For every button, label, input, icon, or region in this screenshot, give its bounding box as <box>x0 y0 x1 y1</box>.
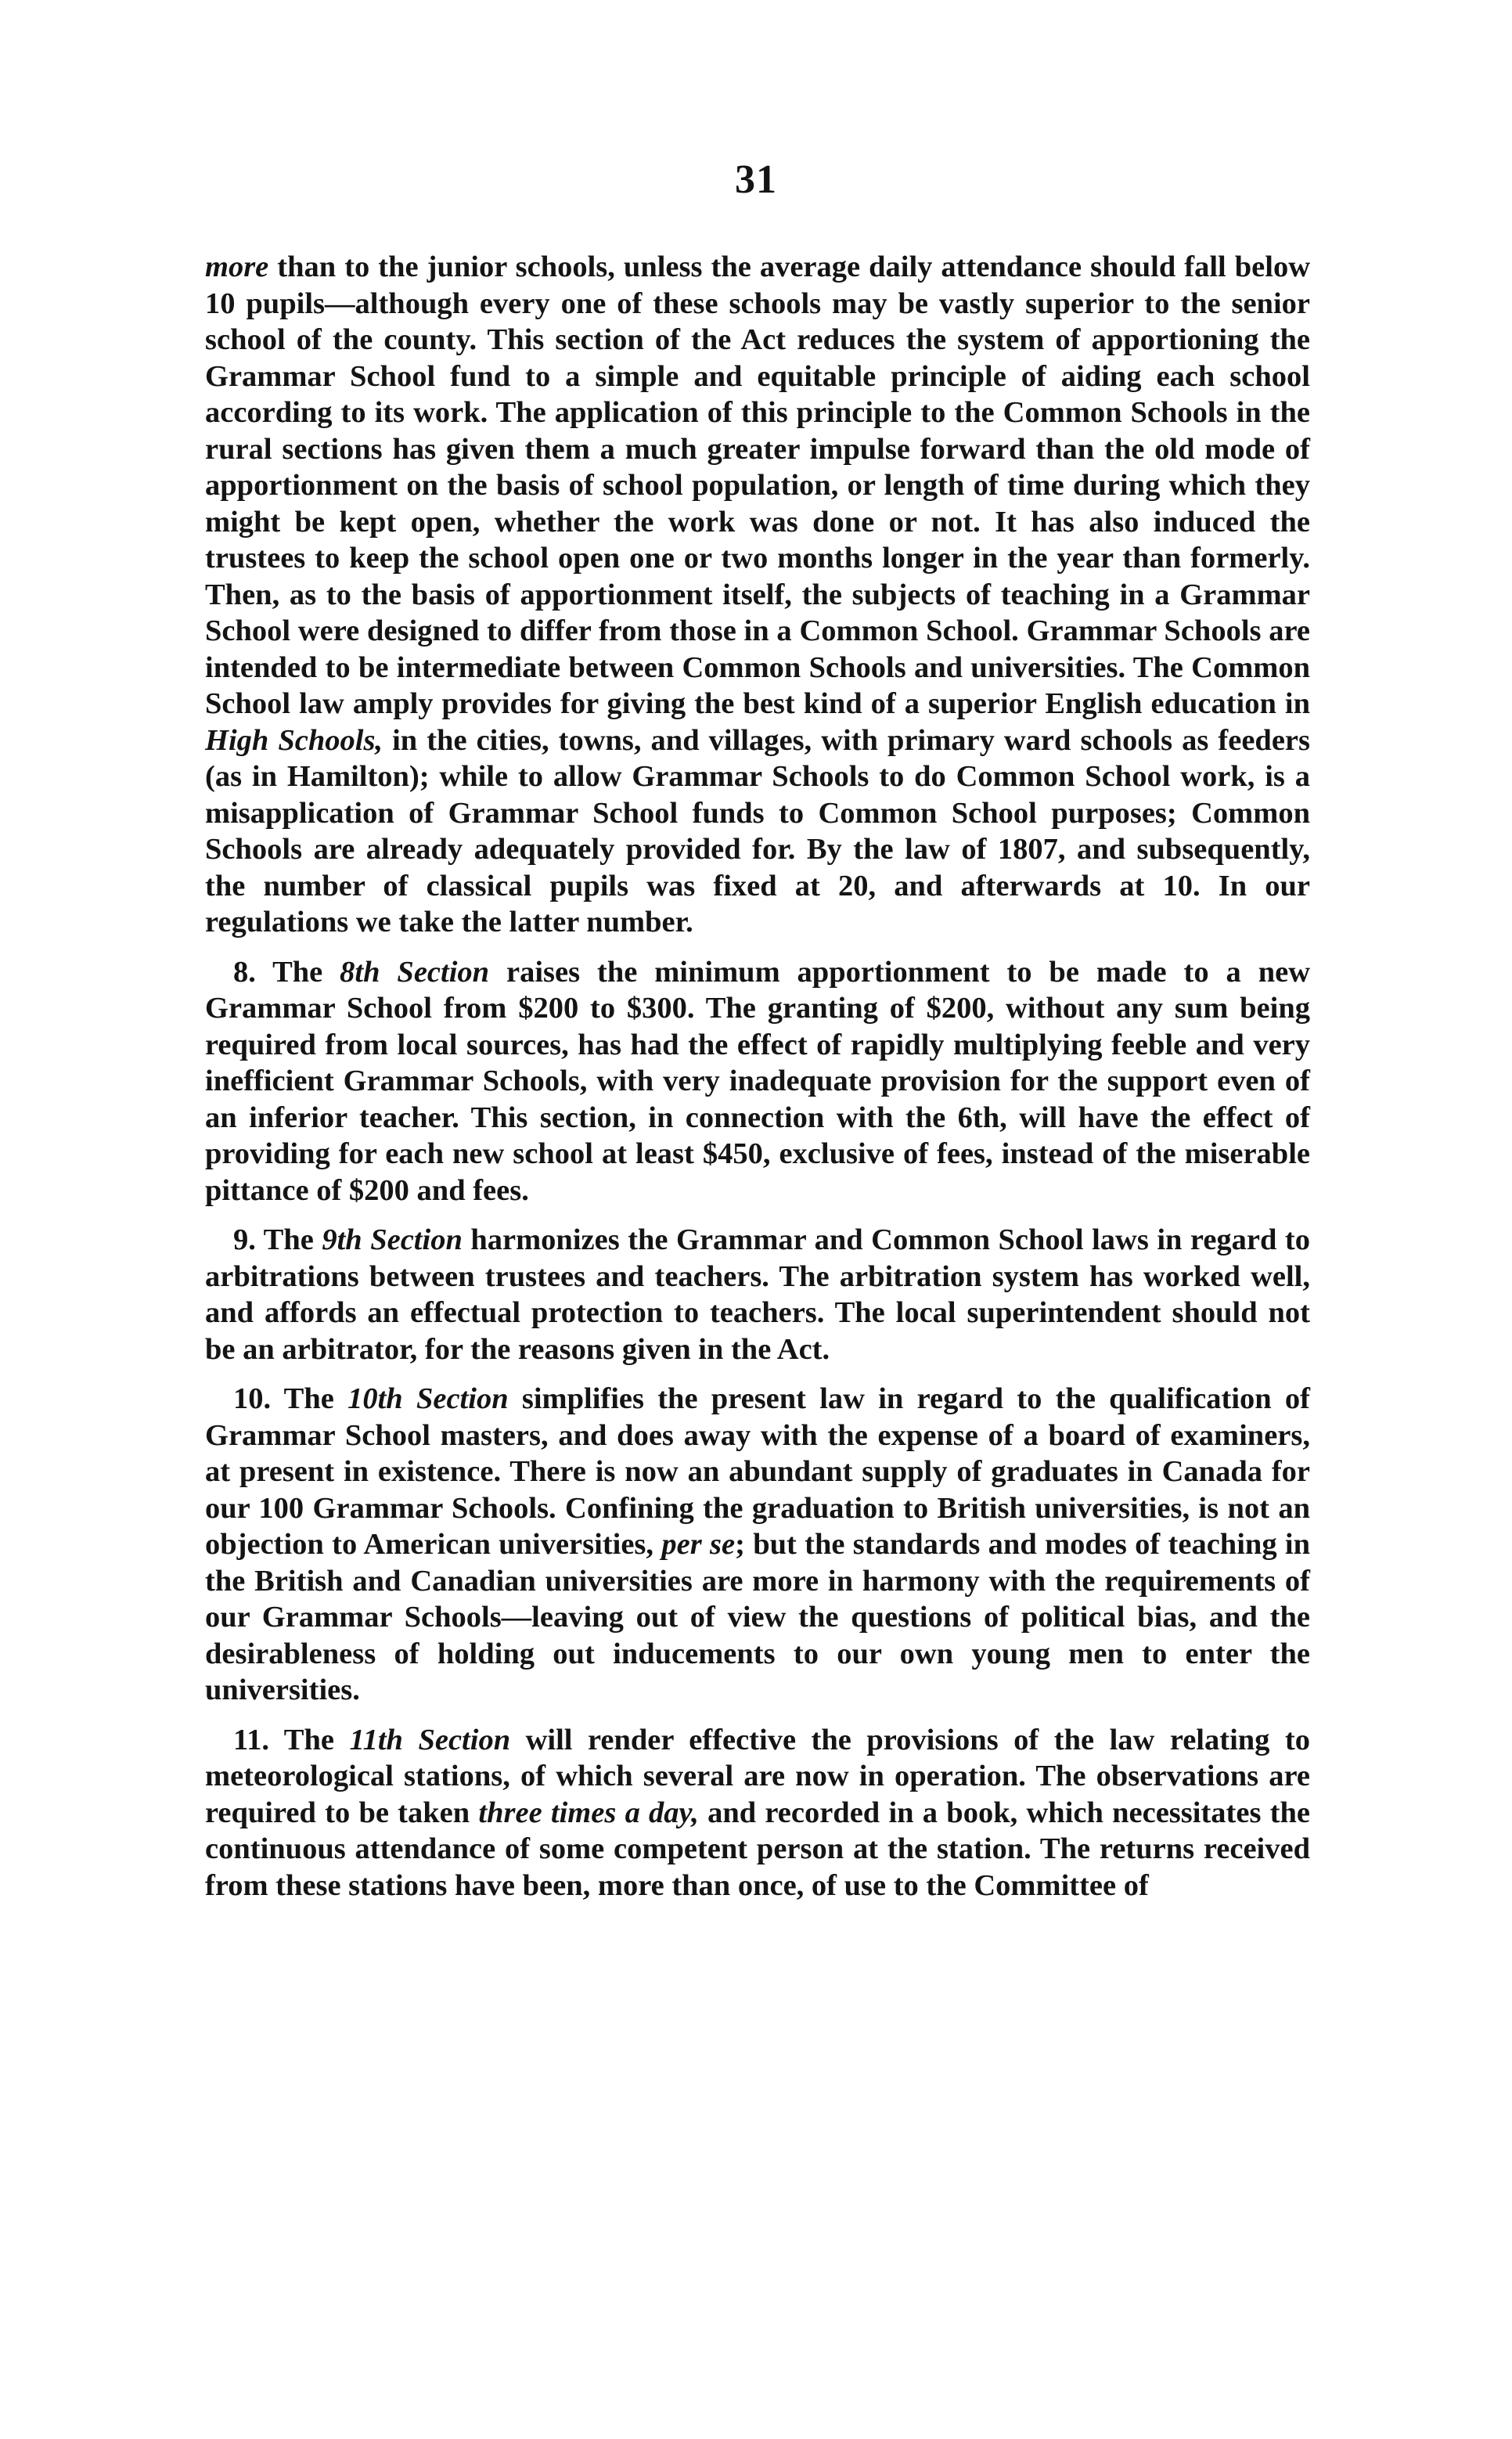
text-segment-italic: three times a day, <box>478 1796 699 1829</box>
text-segment-italic: per se <box>661 1528 736 1561</box>
text-segment: 8. The <box>233 955 340 989</box>
paragraph-section-8 <box>205 954 1310 1209</box>
text-segment: will render effective the provisions of the law relating to meteorological stations, of which several are now in operation. The observations are required to be taken <box>205 1723 1310 1829</box>
paragraph-section-10 <box>205 1381 1310 1709</box>
text-segment: than to the junior schools, unless the average daily attendance should fall below 10 pupils—although every one of these schools may be vastly superior to the senior school of the county. This section of the Act reduces the system of apportioning the Grammar School fund to a simple and equitable principle of aiding each school according to its work. The application of this principle to the Common Schools in the rural sections has given them a much greater impulse forward than the old mode of apportionment on the basis of school population, or length of time during which they might be kept open, whether the work was done or not. It has also induced the trustees to keep the school open one or two months longer in the year than formerly. Then, as to the basis of apportionment itself, the subjects of teaching in a Grammar School were designed to differ from those in a Common School. Grammar Schools are intended to be intermediate between Common Schools and universities. The Common School law amply provides for giving the best kind of a superior English education in <box>205 250 1310 720</box>
paragraph-continuation <box>205 249 1310 941</box>
text-segment: 9. The <box>233 1223 322 1256</box>
text-segment-italic: High Schools, <box>205 723 383 757</box>
text-segment-italic: 9th Section <box>322 1223 463 1256</box>
text-segment: raises the minimum apportionment to be made to a new Grammar School from $200 to $300. The granting of $200, without any sum being required from local sources, has had the effect of rapidly multiplying feeble and very inefficient Grammar Schools, with very inadequate provision for the support even of an inferior teacher. This section, in connection with the 6th, will have the effect of providing for each new school at least $450, exclusive of fees, instead of the miserable pittance of $200 and fees. <box>205 955 1310 1207</box>
paragraph-section-11 <box>205 1722 1310 1904</box>
text-segment: in the cities, towns, and villages, with primary ward schools as feeders (as in Hamilton); while to allow Grammar Schools to do Common School work, is a misapplication of Grammar School funds to Common School purposes; Common Schools are already adequately provided for. By the law of 1807, and subsequently, the number of classical pupils was fixed at 20, and afterwards at 10. In our regulations we take the latter number. <box>205 723 1310 938</box>
text-segment-italic: more <box>205 250 269 283</box>
text-segment: 11. The <box>233 1723 350 1756</box>
text-segment-italic: 8th Section <box>340 955 490 989</box>
paragraph-section-9 <box>205 1222 1310 1367</box>
text-segment-italic: 10th Section <box>347 1382 509 1415</box>
text-segment: simplifies the present law in regard to the qualification of Grammar School masters, and does away with the expense of a board of examiners, at present in existence. There is now an abundant supply of graduates in Canada for our 100 Grammar Schools. Confining the graduation to British universities, is not an objection to American universities, <box>205 1382 1311 1561</box>
text-segment-italic: 11th Section <box>349 1723 511 1756</box>
text-segment: ; but the standards and modes of teaching in the British and Canadian universities are more in harmony with the requirements of our Grammar Schools—leaving out of view the questions of political bias, and the desirableness of holding out inducements to our own young men to enter the universities. <box>205 1528 1310 1706</box>
body-text <box>205 249 1310 1904</box>
page-number: 31 <box>735 157 777 202</box>
text-segment: harmonizes the Grammar and Common School laws in regard to arbitrations between trustees and teachers. The arbitration system has worked well, and affords an effectual protection to teachers. The local superintendent should not be an arbitrator, for the reasons given in the Act. <box>205 1223 1310 1366</box>
text-segment: and recorded in a book, which necessitates the continuous attendance of some competent person at the station. The returns received from these stations have been, more than once, of use to the Committee of <box>205 1796 1310 1902</box>
text-segment: 10. The <box>233 1382 348 1415</box>
